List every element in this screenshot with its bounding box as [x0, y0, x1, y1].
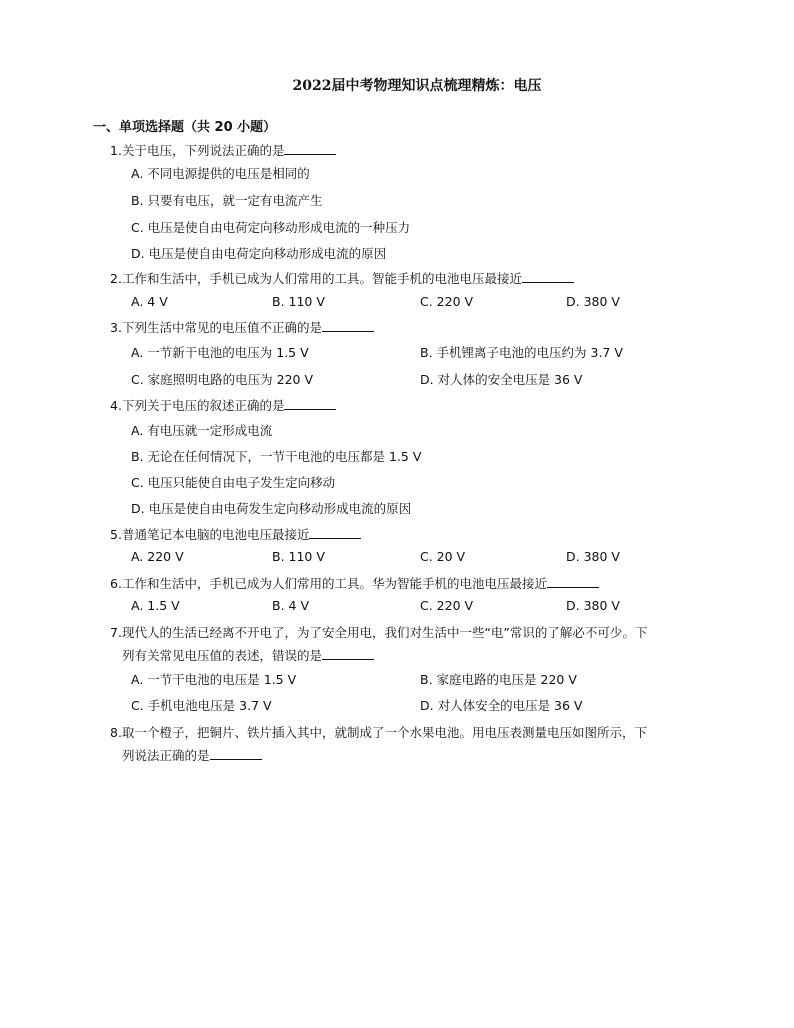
question-text: 工作和生活中，手机已成为人们常用的工具。华为智能手机的电池电压最接近	[121, 576, 547, 591]
option-a: A. 不同电源提供的电压是相同的	[131, 166, 310, 181]
question-text: 列说法正确的是	[122, 748, 210, 763]
page-title: 2022届中考物理知识点梳理精炼：电压	[292, 78, 542, 94]
option-d: D. 对人体的安全电压是 36 V	[420, 372, 583, 387]
option-c: C. 220 V	[420, 294, 474, 309]
option-b: B. 手机锂离子电池的电压约为 3.7 V	[420, 345, 623, 360]
question-5	[110, 524, 710, 546]
answer-blank[interactable]	[322, 647, 374, 660]
question-number: 7.	[110, 625, 122, 640]
question-text: 下列关于电压的叙述正确的是	[121, 398, 285, 413]
question-3	[110, 317, 710, 339]
option-b: B. 4 V	[272, 598, 309, 613]
question-text: 普通笔记本电脑的电池电压最接近	[121, 527, 310, 542]
option-b: B. 家庭电路的电压是 220 V	[420, 672, 577, 687]
question-text: 取一个橙子，把铜片、铁片插入其中，就制成了一个水果电池。用电压表测量电压如图所示，下	[121, 725, 647, 740]
option-a: A. 一节新干电池的电压为 1.5 V	[131, 345, 309, 360]
option-c: C. 20 V	[420, 549, 466, 564]
question-number: 8.	[110, 725, 122, 740]
question-4	[110, 395, 710, 417]
answer-blank[interactable]	[309, 526, 361, 539]
option-d: D. 380 V	[566, 549, 620, 564]
question-text: 下列生活中常见的电压值不正确的是	[121, 320, 322, 335]
question-number: 6.	[110, 576, 122, 591]
option-d: D. 380 V	[566, 598, 620, 613]
option-a: A. 220 V	[131, 549, 184, 564]
answer-blank[interactable]	[284, 397, 336, 410]
section-heading: 一、单项选择题（共 20 小题）	[93, 120, 277, 135]
option-d: D. 电压是使自由电荷定向移动形成电流的原因	[131, 246, 387, 261]
option-a: A. 一节干电池的电压是 1.5 V	[131, 672, 297, 687]
question-number: 5.	[110, 527, 122, 542]
question-number: 1.	[110, 143, 122, 158]
question-8-line-2	[122, 745, 722, 767]
answer-blank[interactable]	[322, 319, 374, 332]
question-number: 4.	[110, 398, 122, 413]
option-b: B. 110 V	[272, 294, 325, 309]
option-b: B. 只要有电压，就一定有电流产生	[131, 193, 323, 208]
option-c: C. 电压只能使自由电子发生定向移动	[131, 475, 336, 490]
option-d: D. 电压是使自由电荷发生定向移动形成电流的原因	[131, 501, 412, 516]
question-text: 现代人的生活已经离不开电了，为了安全用电，我们对生活中一些“电”常识的了解必不可少。下	[121, 625, 648, 640]
option-c: C. 220 V	[420, 598, 474, 613]
question-number: 2.	[110, 271, 122, 286]
answer-blank[interactable]	[210, 747, 262, 760]
question-text: 关于电压，下列说法正确的是	[121, 143, 285, 158]
answer-blank[interactable]	[547, 575, 599, 588]
question-text: 列有关常见电压值的表述，错误的是	[122, 648, 323, 663]
question-number: 3.	[110, 320, 122, 335]
option-b: B. 110 V	[272, 549, 325, 564]
question-6	[110, 573, 710, 595]
option-d: D. 对人体安全的电压是 36 V	[420, 698, 583, 713]
question-7	[110, 622, 710, 644]
option-b: B. 无论在任何情况下，一节干电池的电压都是 1.5 V	[131, 449, 422, 464]
question-8	[110, 722, 710, 744]
question-7-line-2	[122, 645, 722, 667]
option-c: C. 手机电池电压是 3.7 V	[131, 698, 272, 713]
option-a: A. 有电压就一定形成电流	[131, 423, 273, 438]
option-a: A. 1.5 V	[131, 598, 180, 613]
answer-blank[interactable]	[284, 142, 336, 155]
option-c: C. 电压是使自由电荷定向移动形成电流的一种压力	[131, 220, 411, 235]
option-d: D. 380 V	[566, 294, 620, 309]
option-c: C. 家庭照明电路的电压为 220 V	[131, 372, 314, 387]
question-1	[110, 140, 710, 162]
question-2	[110, 268, 710, 290]
option-a: A. 4 V	[131, 294, 168, 309]
answer-blank[interactable]	[522, 270, 574, 283]
question-text: 工作和生活中，手机已成为人们常用的工具。智能手机的电池电压最接近	[121, 271, 522, 286]
